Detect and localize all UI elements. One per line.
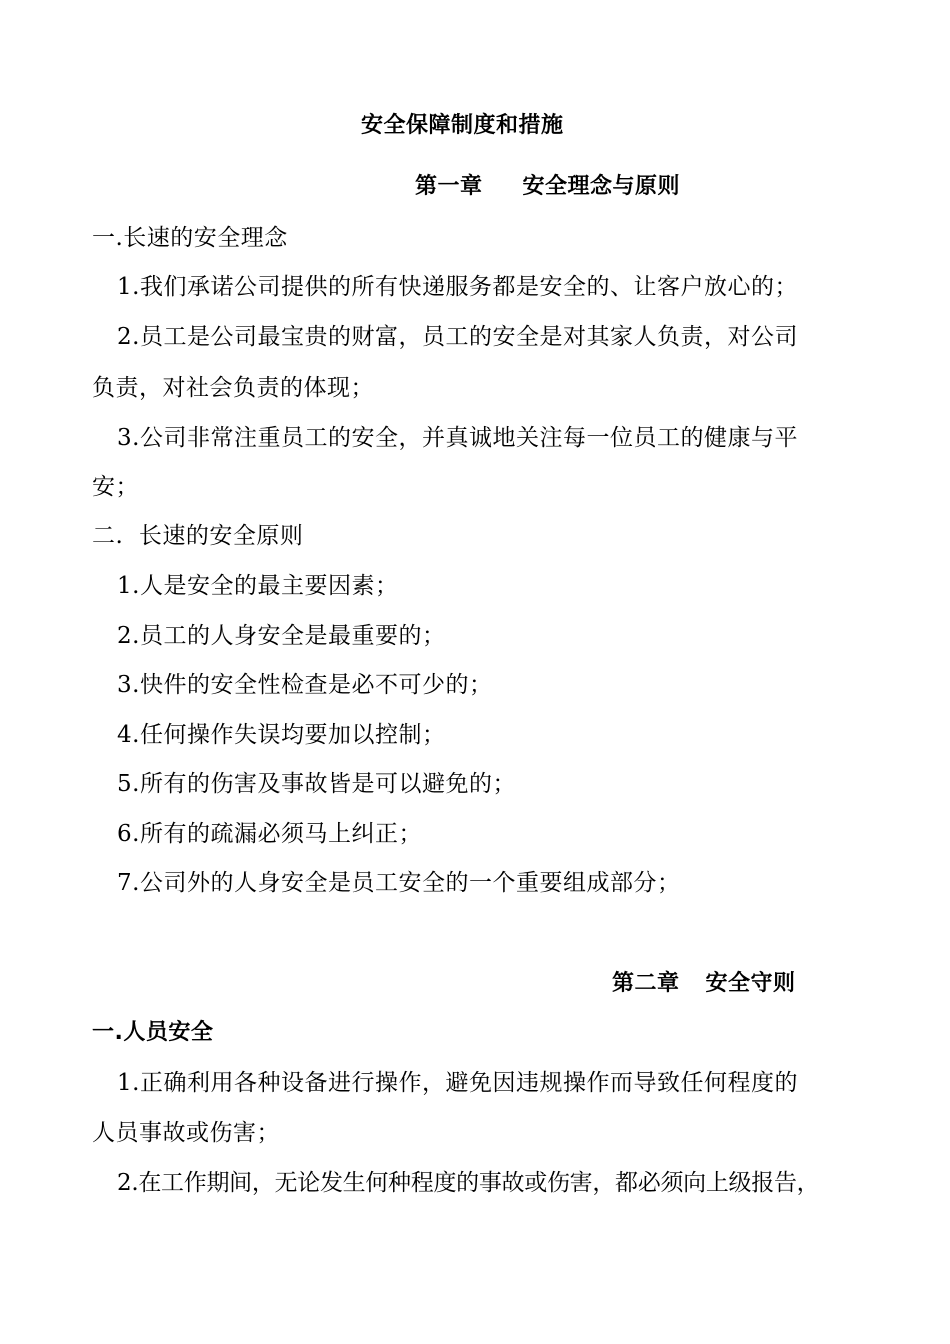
- section-2-item-3: 3.快件的安全性检查是必不可少的；: [117, 672, 493, 698]
- section-3-heading: 一.人员安全: [92, 1020, 214, 1045]
- section-1-item-3-line-2: 安；: [92, 474, 139, 500]
- section-1-item-2-line-1: 2.员工是公司最宝贵的财富，员工的安全是对其家人负责，对公司: [117, 324, 798, 350]
- section-1-item-2-line-2: 负责，对社会负责的体现；: [92, 375, 374, 401]
- section-1-heading: 一.长速的安全理念: [92, 225, 288, 251]
- section-1-item-3-line-1: 3.公司非常注重员工的安全，并真诚地关注每一位员工的健康与平: [117, 425, 798, 451]
- section-3-item-1-line-1: 1.正确利用各种设备进行操作，避免因违规操作而导致任何程度的: [117, 1070, 798, 1096]
- document-title: 安全保障制度和措施: [361, 113, 564, 138]
- chapter-2-name: 安全守则: [705, 971, 796, 996]
- section-3-item-2-line-1: 2.在工作期间，无论发生何种程度的事故或伤害，都必须向上级报告，: [117, 1170, 820, 1196]
- section-1-item-1: 1.我们承诺公司提供的所有快递服务都是安全的、让客户放心的；: [117, 274, 798, 300]
- chapter-2-heading: [612, 969, 796, 999]
- section-2-item-4: 4.任何操作失误均要加以控制；: [117, 722, 446, 748]
- section-2-item-1: 1.人是安全的最主要因素；: [117, 573, 399, 599]
- chapter-1-name: 安全理念与原则: [522, 174, 681, 199]
- chapter-1-heading: [415, 172, 680, 202]
- section-2-item-2: 2.员工的人身安全是最重要的；: [117, 623, 446, 649]
- section-2-item-7: 7.公司外的人身安全是员工安全的一个重要组成部分；: [117, 870, 681, 896]
- section-2-item-5: 5.所有的伤害及事故皆是可以避免的；: [117, 771, 516, 797]
- section-3-item-1-line-2: 人员事故或伤害；: [92, 1120, 280, 1146]
- chapter-1-number: 第一章: [415, 174, 483, 199]
- section-2-heading: 二. 长速的安全原则: [92, 523, 304, 549]
- section-2-item-6: 6.所有的疏漏必须马上纠正；: [117, 821, 422, 847]
- chapter-2-number: 第二章: [612, 971, 680, 996]
